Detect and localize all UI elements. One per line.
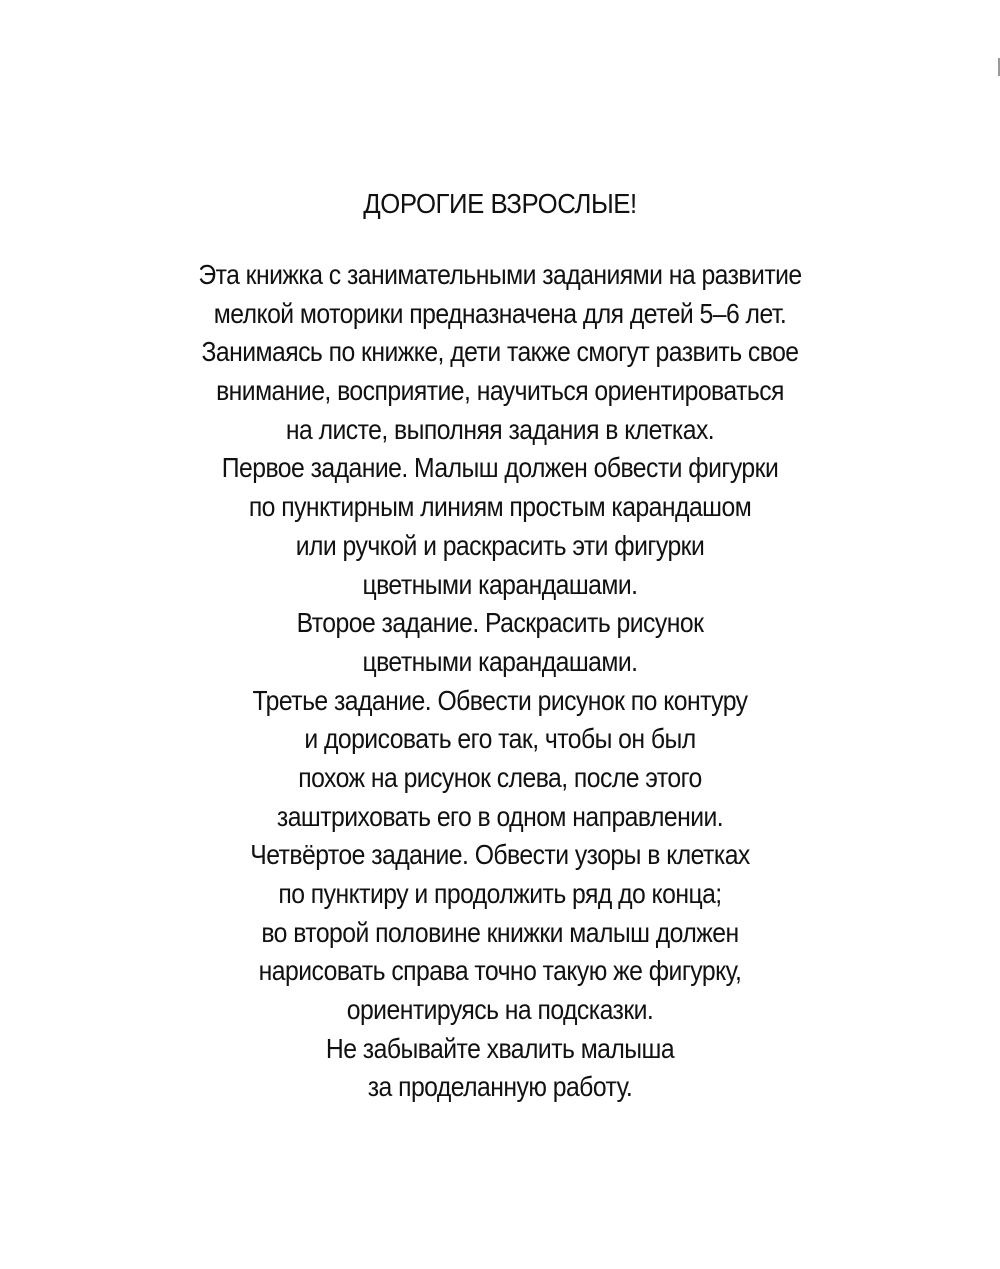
closing-line: Не забывайте хвалить малыша xyxy=(325,1032,675,1064)
text-line: ориентируясь на подсказки. xyxy=(346,994,654,1026)
text-line: во второй половине книжки малыш должен xyxy=(261,916,739,948)
text-line: или ручкой и раскрасить эти фигурки xyxy=(295,529,705,561)
text-line: заштриховать его в одном направлении. xyxy=(276,800,724,832)
body-text xyxy=(0,256,1000,1107)
text-line: мелкой моторики предназначена для детей 5–6 лет. xyxy=(213,297,787,329)
text-line: и дорисовать его так, чтобы он был xyxy=(304,723,696,755)
text-line: по пунктиру и продолжить ряд до конца; xyxy=(278,878,722,909)
task-1-line: Первое задание. Малыш должен обвести фигурки xyxy=(221,452,779,484)
closing-line: за проделанную работу. xyxy=(367,1071,633,1103)
text-line: цветными карандашами. xyxy=(362,568,638,600)
task-2-line: Второе задание. Раскрасить рисунок xyxy=(296,607,704,639)
text-line: по пунктирным линиям простым карандашом xyxy=(248,491,752,523)
text-line: цветными карандашами. xyxy=(362,645,638,677)
text-line: нарисовать справа точно такую же фигурку, xyxy=(258,955,742,987)
text-line: на листе, выполняя задания в клетках. xyxy=(285,413,715,445)
text-line: Эта книжка с занимательными заданиями на развитие xyxy=(198,259,802,290)
task-4-line: Четвёртое задание. Обвести узоры в клетках xyxy=(250,839,750,871)
task-3-line: Третье задание. Обвести рисунок по контуру xyxy=(252,684,748,716)
text-line: похож на рисунок слева, после этого xyxy=(298,761,702,793)
text-line: Занимаясь по книжке, дети также смогут развить свое xyxy=(201,336,799,368)
page-title: ДОРОГИЕ ВЗРОСЛЫЕ! xyxy=(363,188,637,219)
text-line: внимание, восприятие, научиться ориентироваться xyxy=(216,375,784,407)
